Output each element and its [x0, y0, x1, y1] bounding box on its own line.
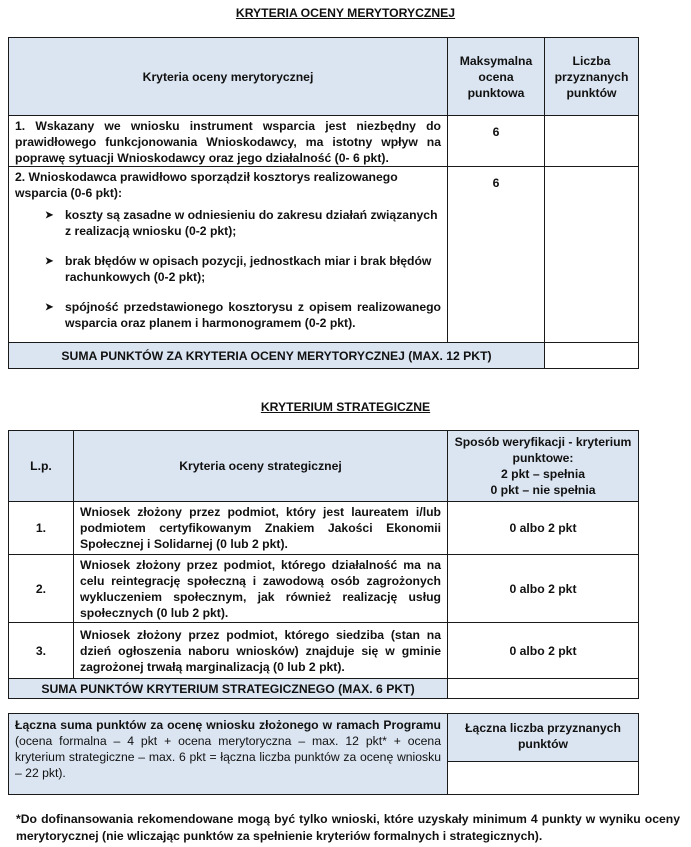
bullet-text: brak błędów w opisach pozycji, jednostkach miar i brak błędów rachunkowych (0-2 pkt);	[65, 254, 432, 284]
header-verification	[448, 431, 639, 502]
criterion-text: 1. Wskazany we wniosku instrument wsparcia jest niezbędny do prawidłowego funkcjonowania Wnioskodawcy, ma istotny wpływ na poprawę sytuacji Wnioskodawcy oraz jego działalność (0- 6 pkt).	[9, 116, 448, 167]
criterion-cell	[9, 167, 448, 343]
total-title: Łączna suma punktów za ocenę wniosku złożonego w ramach Programu	[15, 718, 441, 732]
row-number: 3.	[9, 623, 74, 679]
sum-row	[9, 679, 639, 699]
score-option: 0 albo 2 pkt	[448, 502, 639, 555]
section-title-strategic: KRYTERIUM STRATEGICZNE	[260, 400, 431, 414]
criterion-text: 2. Wnioskodawca prawidłowo sporządził kosztorys realizowanego wsparcia (0-6 pkt):	[15, 170, 398, 200]
list-item	[15, 207, 441, 239]
section-title-merit: KRYTERIA OCENY MERYTORYCZNEJ	[235, 6, 456, 20]
awarded-score-cell[interactable]	[545, 116, 639, 167]
arrow-bullet-icon: ➤	[45, 256, 54, 267]
total-description	[9, 714, 448, 795]
list-item	[15, 253, 441, 285]
criterion-text: Wniosek złożony przez podmiot, którego siedziba (stan na dzień ogłoszenia naboru wniosków) znajduje się w gminie zagrożonej trwałą marginalizacją (0 lub 2 pkt).	[74, 623, 448, 679]
verification-meets: 2 pkt – spełnia	[501, 467, 585, 481]
sum-score-cell[interactable]	[545, 343, 639, 369]
criterion-text: Wniosek złożony przez podmiot, którego działalność ma na celu reintegrację społeczną i zawodową osób zagrożonych wykluczeniem społecznym, jak również realizację usług społecznych (0 lub 2 pkt).	[74, 555, 448, 623]
header-criteria: Kryteria oceny merytorycznej	[9, 38, 448, 116]
arrow-bullet-icon: ➤	[45, 302, 54, 313]
footnote: *Do dofinansowania rekomendowane mogą być tylko wnioski, które uzyskały minimum 4 punkty w wyniku oceny merytorycznej (nie wliczając punktów za spełnienie kryteriów formalnych i strategicznych).	[16, 812, 680, 843]
row-number: 2.	[9, 555, 74, 623]
header-criteria: Kryteria oceny strategicznej	[74, 431, 448, 502]
awarded-score-cell[interactable]	[545, 167, 639, 343]
score-option: 0 albo 2 pkt	[448, 623, 639, 679]
arrow-bullet-icon: ➤	[45, 210, 54, 221]
total-score-table	[8, 713, 639, 795]
table-row	[9, 167, 639, 343]
verification-method: Sposób weryfikacji - kryterium punktowe:	[454, 435, 632, 465]
total-label: Łączna liczba przyznanych punktów	[448, 714, 639, 762]
table-row	[9, 116, 639, 167]
header-lp: L.p.	[9, 431, 74, 502]
header-max-points: Maksymalna ocena punktowa	[448, 38, 545, 116]
bullet-text: koszty są zasadne w odniesieniu do zakresu działań związanych z realizacją wniosku (0-2 pkt);	[65, 208, 438, 238]
score-option: 0 albo 2 pkt	[448, 555, 639, 623]
list-item	[15, 299, 441, 331]
sum-label: SUMA PUNKTÓW ZA KRYTERIA OCENY MERYTORYCZNEJ (MAX. 12 PKT)	[9, 343, 545, 369]
verification-not-meets: 0 pkt – nie spełnia	[490, 483, 596, 497]
header-awarded-points: Liczba przyznanych punktów	[545, 38, 639, 116]
sum-score-cell[interactable]	[448, 679, 639, 699]
max-score: 6	[448, 116, 545, 167]
row-number: 1.	[9, 502, 74, 555]
table-row	[9, 555, 639, 623]
sum-row	[9, 343, 639, 369]
sum-label: SUMA PUNKTÓW KRYTERIUM STRATEGICZNEGO (MAX. 6 PKT)	[9, 679, 448, 699]
merit-criteria-table	[8, 37, 639, 369]
criterion-text: Wniosek złożony przez podmiot, który jest laureatem i/lub podmiotem certyfikowanym Znakiem Jakości Ekonomii Społecznej i Solidarnej (0 lub 2 pkt).	[74, 502, 448, 555]
total-score-cell[interactable]	[448, 762, 639, 795]
bullet-text: spójność przedstawionego kosztorysu z opisem realizowanego wsparcia oraz planem i harmonogramem (0-2 pkt).	[65, 300, 441, 330]
table-row	[9, 502, 639, 555]
total-formula: (ocena formalna – 4 pkt + ocena merytoryczna – max. 12 pkt* + ocena kryterium strategiczne – max. 6 pkt = łączna liczba punktów za ocenę wniosku – 22 pkt).	[15, 734, 441, 780]
table-row	[9, 623, 639, 679]
max-score: 6	[448, 167, 545, 343]
strategic-criteria-table	[8, 430, 639, 699]
